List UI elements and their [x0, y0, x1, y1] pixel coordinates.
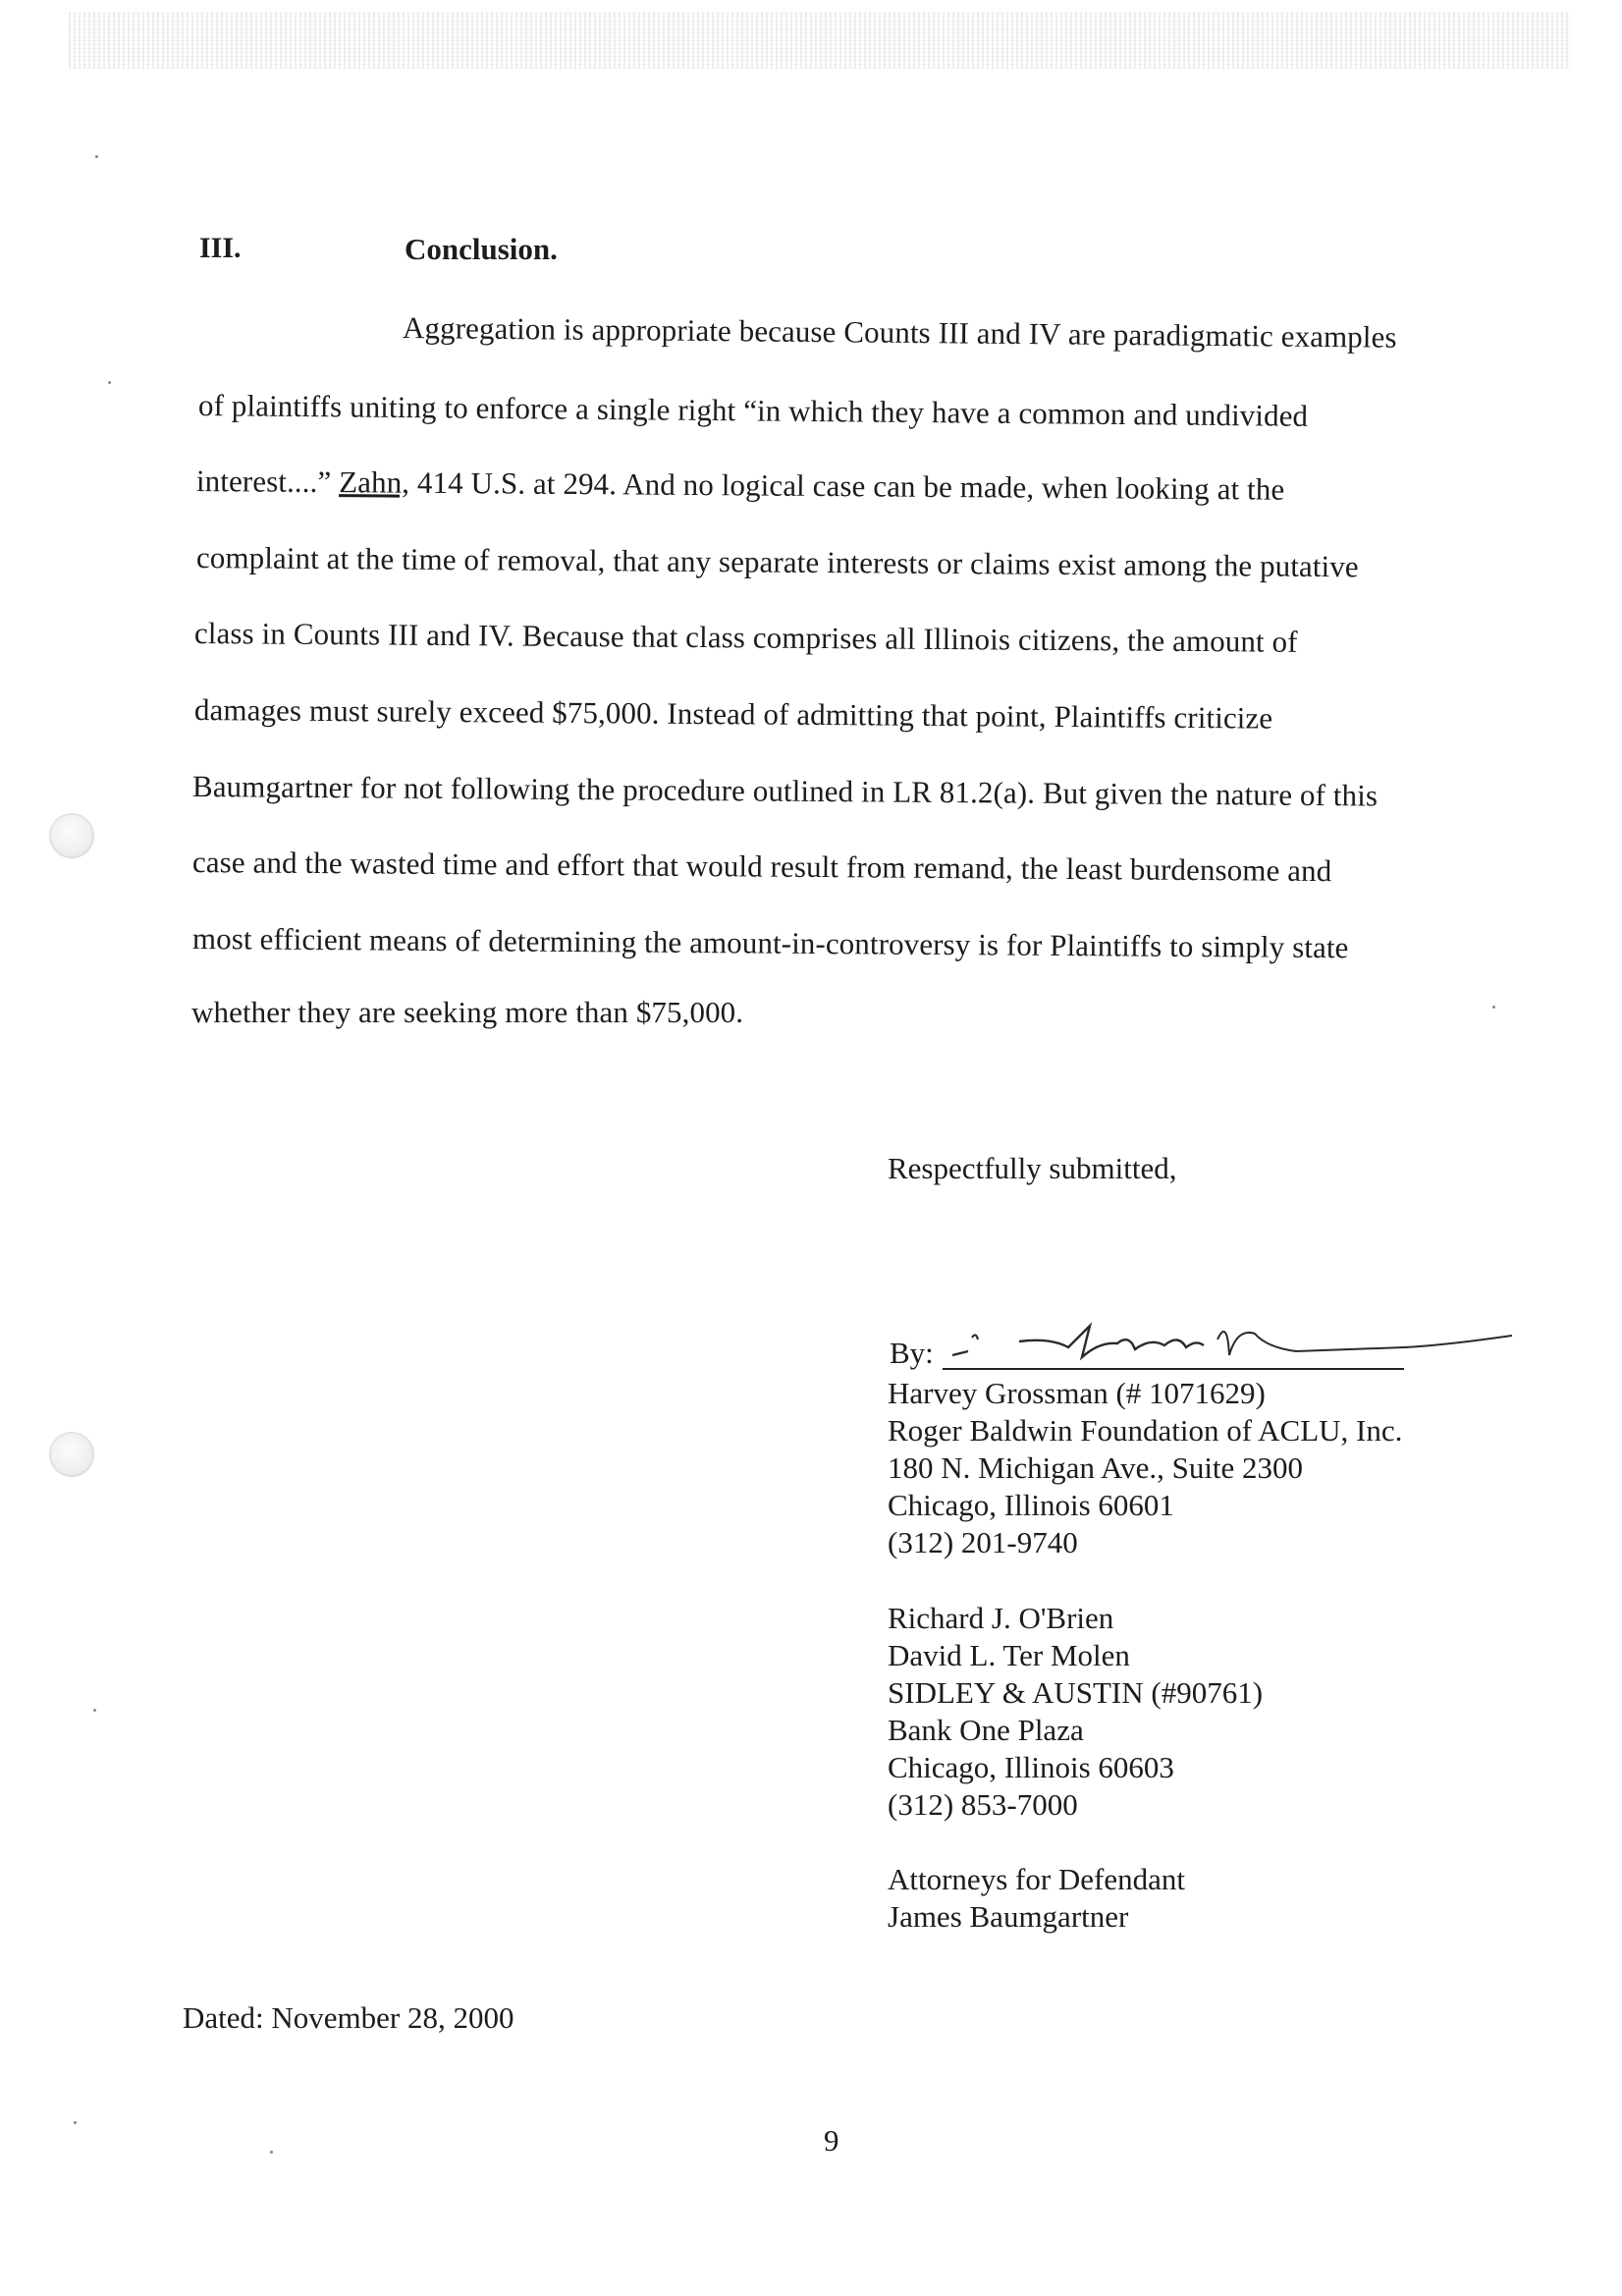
counsel-line: (312) 201-9740	[888, 1525, 1078, 1559]
paragraph-line: case and the wasted time and effort that would result from remand, the least burdensome and	[191, 845, 1332, 889]
counsel-line: David L. Ter Molen	[888, 1638, 1130, 1672]
paragraph-line: Aggregation is appropriate because Counts III and IV are paradigmatic examples	[402, 310, 1397, 355]
counsel-line: (312) 853-7000	[888, 1787, 1078, 1822]
paragraph-line: of plaintiffs uniting to enforce a single right “in which they have a common and undivided	[197, 388, 1309, 433]
counsel-line: Bank One Plaza	[888, 1713, 1084, 1747]
case-citation: Zahn,	[339, 465, 410, 500]
counsel-line: SIDLEY & AUSTIN (#90761)	[888, 1675, 1264, 1710]
paragraph-text: 414 U.S. at 294. And no logical case can be made, when looking at the	[416, 465, 1285, 507]
paragraph-line: whether they are seeking more than $75,000.	[191, 995, 744, 1029]
scan-speck	[93, 1709, 96, 1712]
signature-line	[943, 1368, 1404, 1370]
counsel-block-2	[888, 1600, 1263, 1824]
scan-noise-strip	[69, 12, 1571, 69]
counsel-line: Richard J. O'Brien	[888, 1601, 1114, 1635]
paragraph-line: Baumgartner for not following the procedure outlined in LR 81.2(a). But given the nature of this	[191, 769, 1379, 813]
punch-hole-top	[49, 813, 94, 858]
counsel-line: Harvey Grossman (# 1071629)	[888, 1376, 1266, 1410]
closing-respectfully: Respectfully submitted,	[888, 1151, 1177, 1185]
counsel-line: James Baumgartner	[888, 1899, 1129, 1934]
scan-speck	[108, 381, 111, 384]
scan-speck	[1492, 1006, 1495, 1009]
counsel-line: 180 N. Michigan Ave., Suite 2300	[888, 1450, 1304, 1485]
punch-hole-bottom	[49, 1432, 94, 1477]
paragraph-line	[196, 464, 1285, 508]
counsel-line: Chicago, Illinois 60601	[888, 1488, 1174, 1522]
scan-speck	[74, 2121, 77, 2124]
dated-line: Dated: November 28, 2000	[183, 2000, 514, 2035]
page-number: 9	[824, 2123, 839, 2158]
counsel-block-1	[888, 1375, 1402, 1561]
section-title: Conclusion.	[405, 232, 558, 266]
scan-speck	[95, 155, 98, 158]
counsel-line: Roger Baldwin Foundation of ACLU, Inc.	[888, 1413, 1403, 1448]
counsel-line: Chicago, Illinois 60603	[888, 1750, 1174, 1784]
paragraph-line: most efficient means of determining the amount-in-controversy is for Plaintiffs to simply state	[191, 921, 1349, 965]
paragraph-line: complaint at the time of removal, that any separate interests or claims exist among the putative	[195, 540, 1359, 584]
paragraph-line: damages must surely exceed $75,000. Instead of admitting that point, Plaintiffs criticize	[193, 692, 1273, 736]
paragraph-line: class in Counts III and IV. Because that class comprises all Illinois citizens, the amount of	[193, 616, 1298, 659]
by-label: By:	[890, 1336, 934, 1370]
scan-speck	[270, 2151, 273, 2154]
section-number: III.	[199, 232, 242, 264]
counsel-line: Attorneys for Defendant	[888, 1862, 1186, 1896]
paragraph-text: interest....”	[195, 464, 332, 500]
counsel-block-3	[888, 1861, 1185, 1936]
handwritten-signature	[943, 1298, 1532, 1377]
